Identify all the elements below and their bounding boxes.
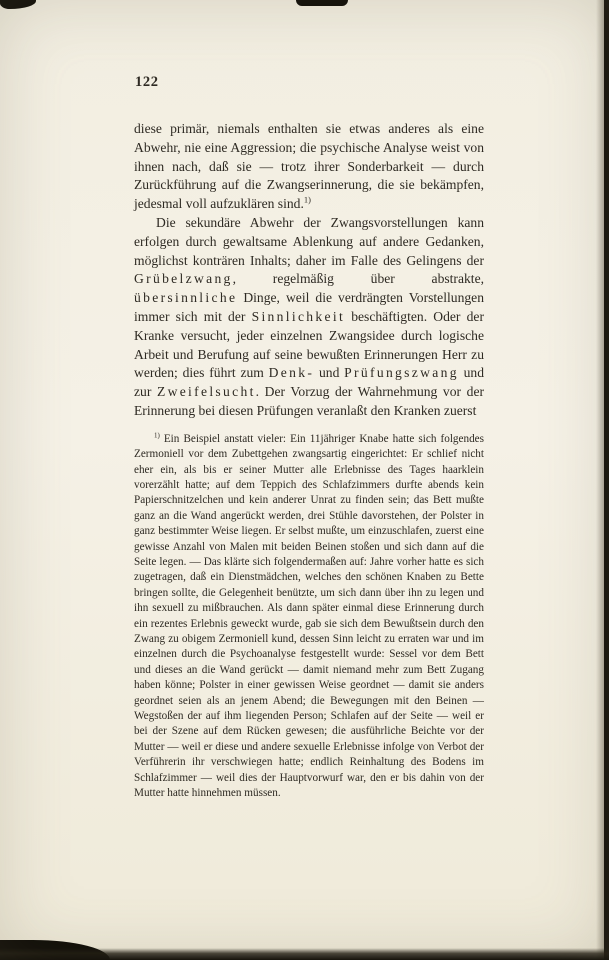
scan-edge-bottom [0, 948, 609, 960]
main-paragraph-continuation: diese primär, niemals enthalten sie etwas anderes als eine Abwehr, nie eine Aggression; die psychische Analyse weist von ihnen nach, daß sie — trotz ihrer Sonderbarkeit — durch Zurückführung auf die Zwangserinnerung, die sie bekämpfen, jedesmal voll aufzuklären sind.$^{1)}$ [134, 121, 484, 212]
scan-artifact-top-center [296, 0, 348, 6]
main-paragraph-2: Die sekundäre Abwehr der Zwangsvorstellungen kann erfolgen durch gewaltsame Ablenkung auf andere Gedanken, möglichst konträren Inhalts; daher im Falle des Gelingens der Grübelzwang, regelmäßig über abstrakte, übersinnliche Dinge, weil die verdrängten Vorstellungen immer sich mit der Sinnlichkeit beschäftigten. Oder der Kranke versucht, jeder einzelnen Zwangsidee durch logische Arbeit und Berufung auf seine bewußten Erinnerungen Herr zu werden; dies führt zum Denk- und Prüfungszwang und zur Zweifelsucht. Der Vorzug der Wahrnehmung vor der Erinnerung bei diesen Prüfungen veranlaßt den Kranken zuerst [134, 214, 484, 418]
main-text [134, 120, 484, 421]
text-column [134, 120, 484, 802]
scan-edge-right-shadow [596, 0, 604, 960]
footnote-block [134, 432, 484, 802]
page-number: 122 [135, 74, 159, 90]
footnote-paragraph: $^{1)}$ Ein Beispiel anstatt vieler: Ein 11jähriger Knabe hatte sich folgendes Zermoniell vor dem Zubettgehen zwangsartig eingerichtet: Er schlief nicht eher ein, als bis er seiner Mutter alle Erlebnisse des Tages haarklein vorerzählt hatte; auf dem Teppich des Schlafzimmers durfte abends kein Papierschnitzelchen und kein anderer Unrat zu finden sein; das Bett mußte ganz an die Wand angerückt werden, drei Stühle davorstehen, der Polster in ganz bestimmter Weise liegen. Er selbst mußte, um einzuschlafen, zuerst eine gewisse Anzahl von Malen mit beiden Beinen stoßen und sich dann auf die Seite legen. — Das klärte sich folgendermaßen auf: Jahre vorher hatte es sich zugetragen, daß ein Dienstmädchen, welches den schönen Knaben zu Bette bringen sollte, die Gelegenheit benützte, um sich dann über ihn zu legen und ihn sexuell zu mißbrauchen. Als dann später einmal diese Erinnerung durch ein rezentes Erlebnis geweckt wurde, gab sie sich dem Bewußtsein durch den Zwang zu obigem Zermoniell kund, dessen Sinn leicht zu erraten war und im einzelnen durch die Psychoanalyse festgestellt wurde: Sessel vor dem Bett und dieses an die Wand gerückt — damit niemand mehr zum Bett Zugang haben könne; Polster in einer gewissen Weise geordnet — damit sie anders geordnet seien als an jenem Abend; die Bewegungen mit den Beinen — Wegstoßen der auf ihm liegenden Person; Schlafen auf der Seite — weil er bei der Szene auf dem Rücken gewesen; die ausführliche Beichte vor der Mutter — weil er diese und andere sexuelle Erlebnisse infolge von Verbot der Verführerin ihr verschwiegen hatte; endlich Reinhaltung des Bodens im Schlafzimmer — weil dies der Hauptvorwurf war, den er bis dahin von der Mutter hatte hinnehmen müssen. [134, 431, 484, 800]
scan-edge-right [604, 0, 609, 960]
